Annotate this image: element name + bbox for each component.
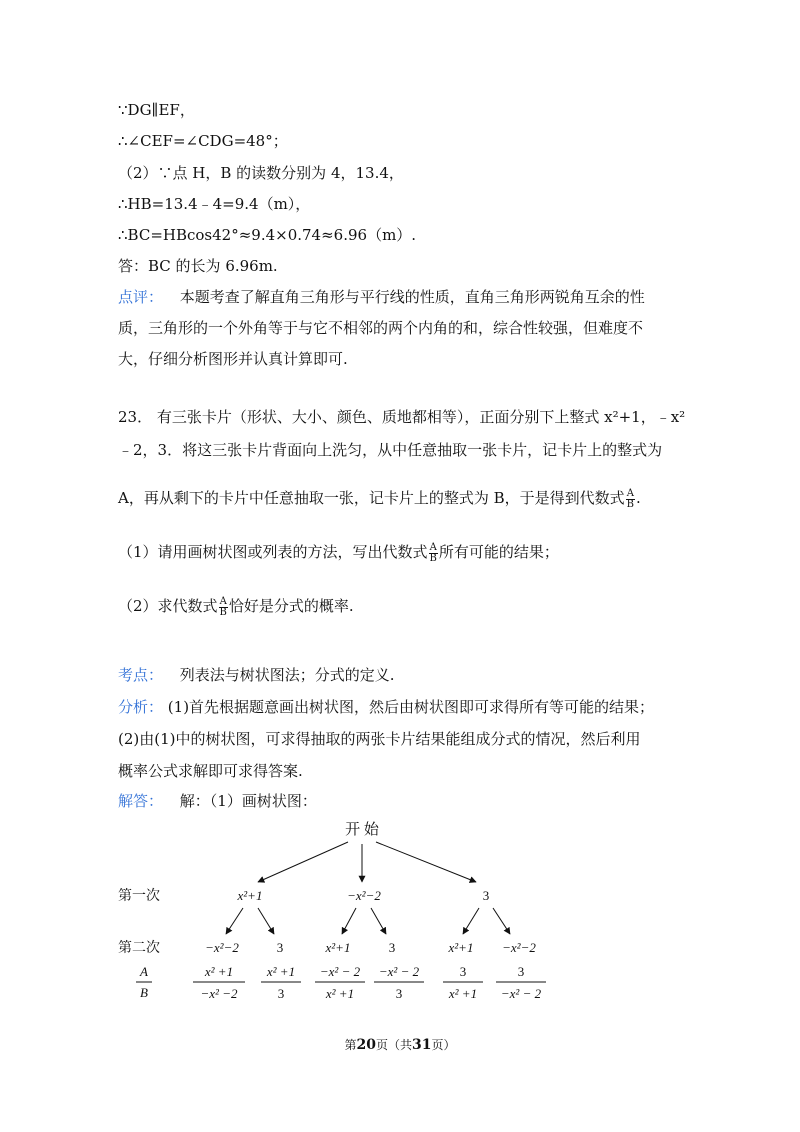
text-line: （2）∵点 H，B 的读数分别为 4，13.4， xyxy=(118,164,404,182)
problem-line: ﹣2，3．将这三张卡片背面向上洗匀，从中任意抽取一张卡片，记卡片上的整式为 xyxy=(118,441,663,459)
tree-branch xyxy=(463,908,479,934)
tree-node-second: x²+1 xyxy=(448,940,474,955)
result-fraction xyxy=(374,964,424,1001)
fraction-a-over-b: $\frac{A}{B}$ xyxy=(219,595,227,618)
tree-node-second: 3 xyxy=(388,940,396,955)
page-total: 31 xyxy=(412,1037,432,1053)
review-text: 大，仔细分析图形并认真计算即可. xyxy=(118,350,348,368)
tree-diagram xyxy=(118,812,588,1012)
tree-start: 开 始 xyxy=(345,822,379,838)
review-label: 点评： xyxy=(118,288,164,306)
problem-line: A，再从剩下的卡片中任意抽取一张，记卡片上的整式为 B，于是得到代数式 xyxy=(118,489,625,507)
svg-text:3: 3 xyxy=(277,986,285,1001)
text-line: ∵DG∥EF， xyxy=(118,101,195,119)
result-fraction xyxy=(261,964,301,1001)
row-label-first: 第一次 xyxy=(118,889,160,904)
page-footer: 第20页（共31页） xyxy=(344,1037,456,1053)
question-1: （1）请用画树状图或列表的方法，写出代数式 xyxy=(118,543,428,561)
tree-node-second: −x²−2 xyxy=(502,940,536,955)
problem-line: 23． 有三张卡片（形状、大小、颜色、质地都相等），正面分别下上整式 x²+1，﹣x² xyxy=(118,408,686,426)
tree-branch xyxy=(226,908,243,934)
tree-branch xyxy=(258,908,274,934)
tree-branch xyxy=(371,908,386,934)
kaodian-text: 列表法与树状图法；分式的定义. xyxy=(179,666,395,684)
svg-text:3: 3 xyxy=(395,986,403,1001)
text-line: ∴HB=13.4﹣4=9.4（m）， xyxy=(118,195,311,213)
fraction-a-over-b: $\frac{A}{B}$ xyxy=(429,541,437,564)
svg-text:B: B xyxy=(140,985,148,1000)
result-fraction xyxy=(315,964,365,1001)
tree-branch xyxy=(258,842,348,882)
tree-node-second: 3 xyxy=(276,940,284,955)
svg-text:−x² − 2: −x² − 2 xyxy=(500,986,542,1001)
review-text: 本题考查了解直角三角形与平行线的性质，直角三角形两锐角互余的性 xyxy=(179,288,645,306)
jieda-text: 解：（1）画树状图： xyxy=(179,792,317,810)
page-number: 20 xyxy=(356,1037,376,1053)
tree-branch xyxy=(342,908,356,934)
fenxi-text: 概率公式求解即可求得答案. xyxy=(118,762,303,780)
fenxi-text: (1)首先根据题意画出树状图，然后由树状图即可求得所有等可能的结果； xyxy=(167,698,655,716)
svg-text:x² +1: x² +1 xyxy=(204,964,234,979)
row-label-ab xyxy=(136,964,152,1000)
tree-branch xyxy=(493,908,510,934)
fenxi-label: 分析： xyxy=(118,698,164,716)
svg-text:x² +1: x² +1 xyxy=(266,964,296,979)
svg-text:A: A xyxy=(140,964,148,979)
text-line: 答：BC 的长为 6.96m. xyxy=(118,257,278,275)
svg-text:x² +1: x² +1 xyxy=(325,986,355,1001)
jieda-label: 解答： xyxy=(118,792,164,810)
text-line: ∴BC=HBcos42°≈9.4×0.74≈6.96（m）. xyxy=(118,226,417,244)
result-fraction xyxy=(443,964,483,1001)
fraction-a-over-b: $\frac{A}{B}$ xyxy=(626,487,634,510)
svg-text:3: 3 xyxy=(517,964,525,979)
tree-node-second: −x²−2 xyxy=(205,940,239,955)
svg-text:3: 3 xyxy=(459,964,467,979)
result-fraction xyxy=(193,964,245,1001)
row-label-second: 第二次 xyxy=(118,941,160,956)
text-line: ∴∠CEF=∠CDG=48°； xyxy=(118,132,288,150)
question-2: （2）求代数式 xyxy=(118,597,218,615)
tree-node-first: x²+1 xyxy=(237,888,263,903)
tree-node-first: −x²−2 xyxy=(347,888,381,903)
svg-text:x² +1: x² +1 xyxy=(448,986,478,1001)
tree-branch xyxy=(376,842,476,882)
tree-node-first: 3 xyxy=(482,888,490,903)
result-fraction xyxy=(496,964,546,1001)
tree-node-second: x²+1 xyxy=(325,940,351,955)
svg-text:−x² − 2: −x² − 2 xyxy=(319,964,361,979)
svg-text:−x² − 2: −x² − 2 xyxy=(378,964,420,979)
fenxi-text: (2)由(1)中的树状图，可求得抽取的两张卡片结果能组成分式的情况，然后利用 xyxy=(118,730,641,748)
svg-text:−x² −2: −x² −2 xyxy=(200,986,238,1001)
kaodian-label: 考点： xyxy=(118,666,164,684)
review-text: 质，三角形的一个外角等于与它不相邻的两个内角的和，综合性较强，但难度不 xyxy=(118,319,644,337)
